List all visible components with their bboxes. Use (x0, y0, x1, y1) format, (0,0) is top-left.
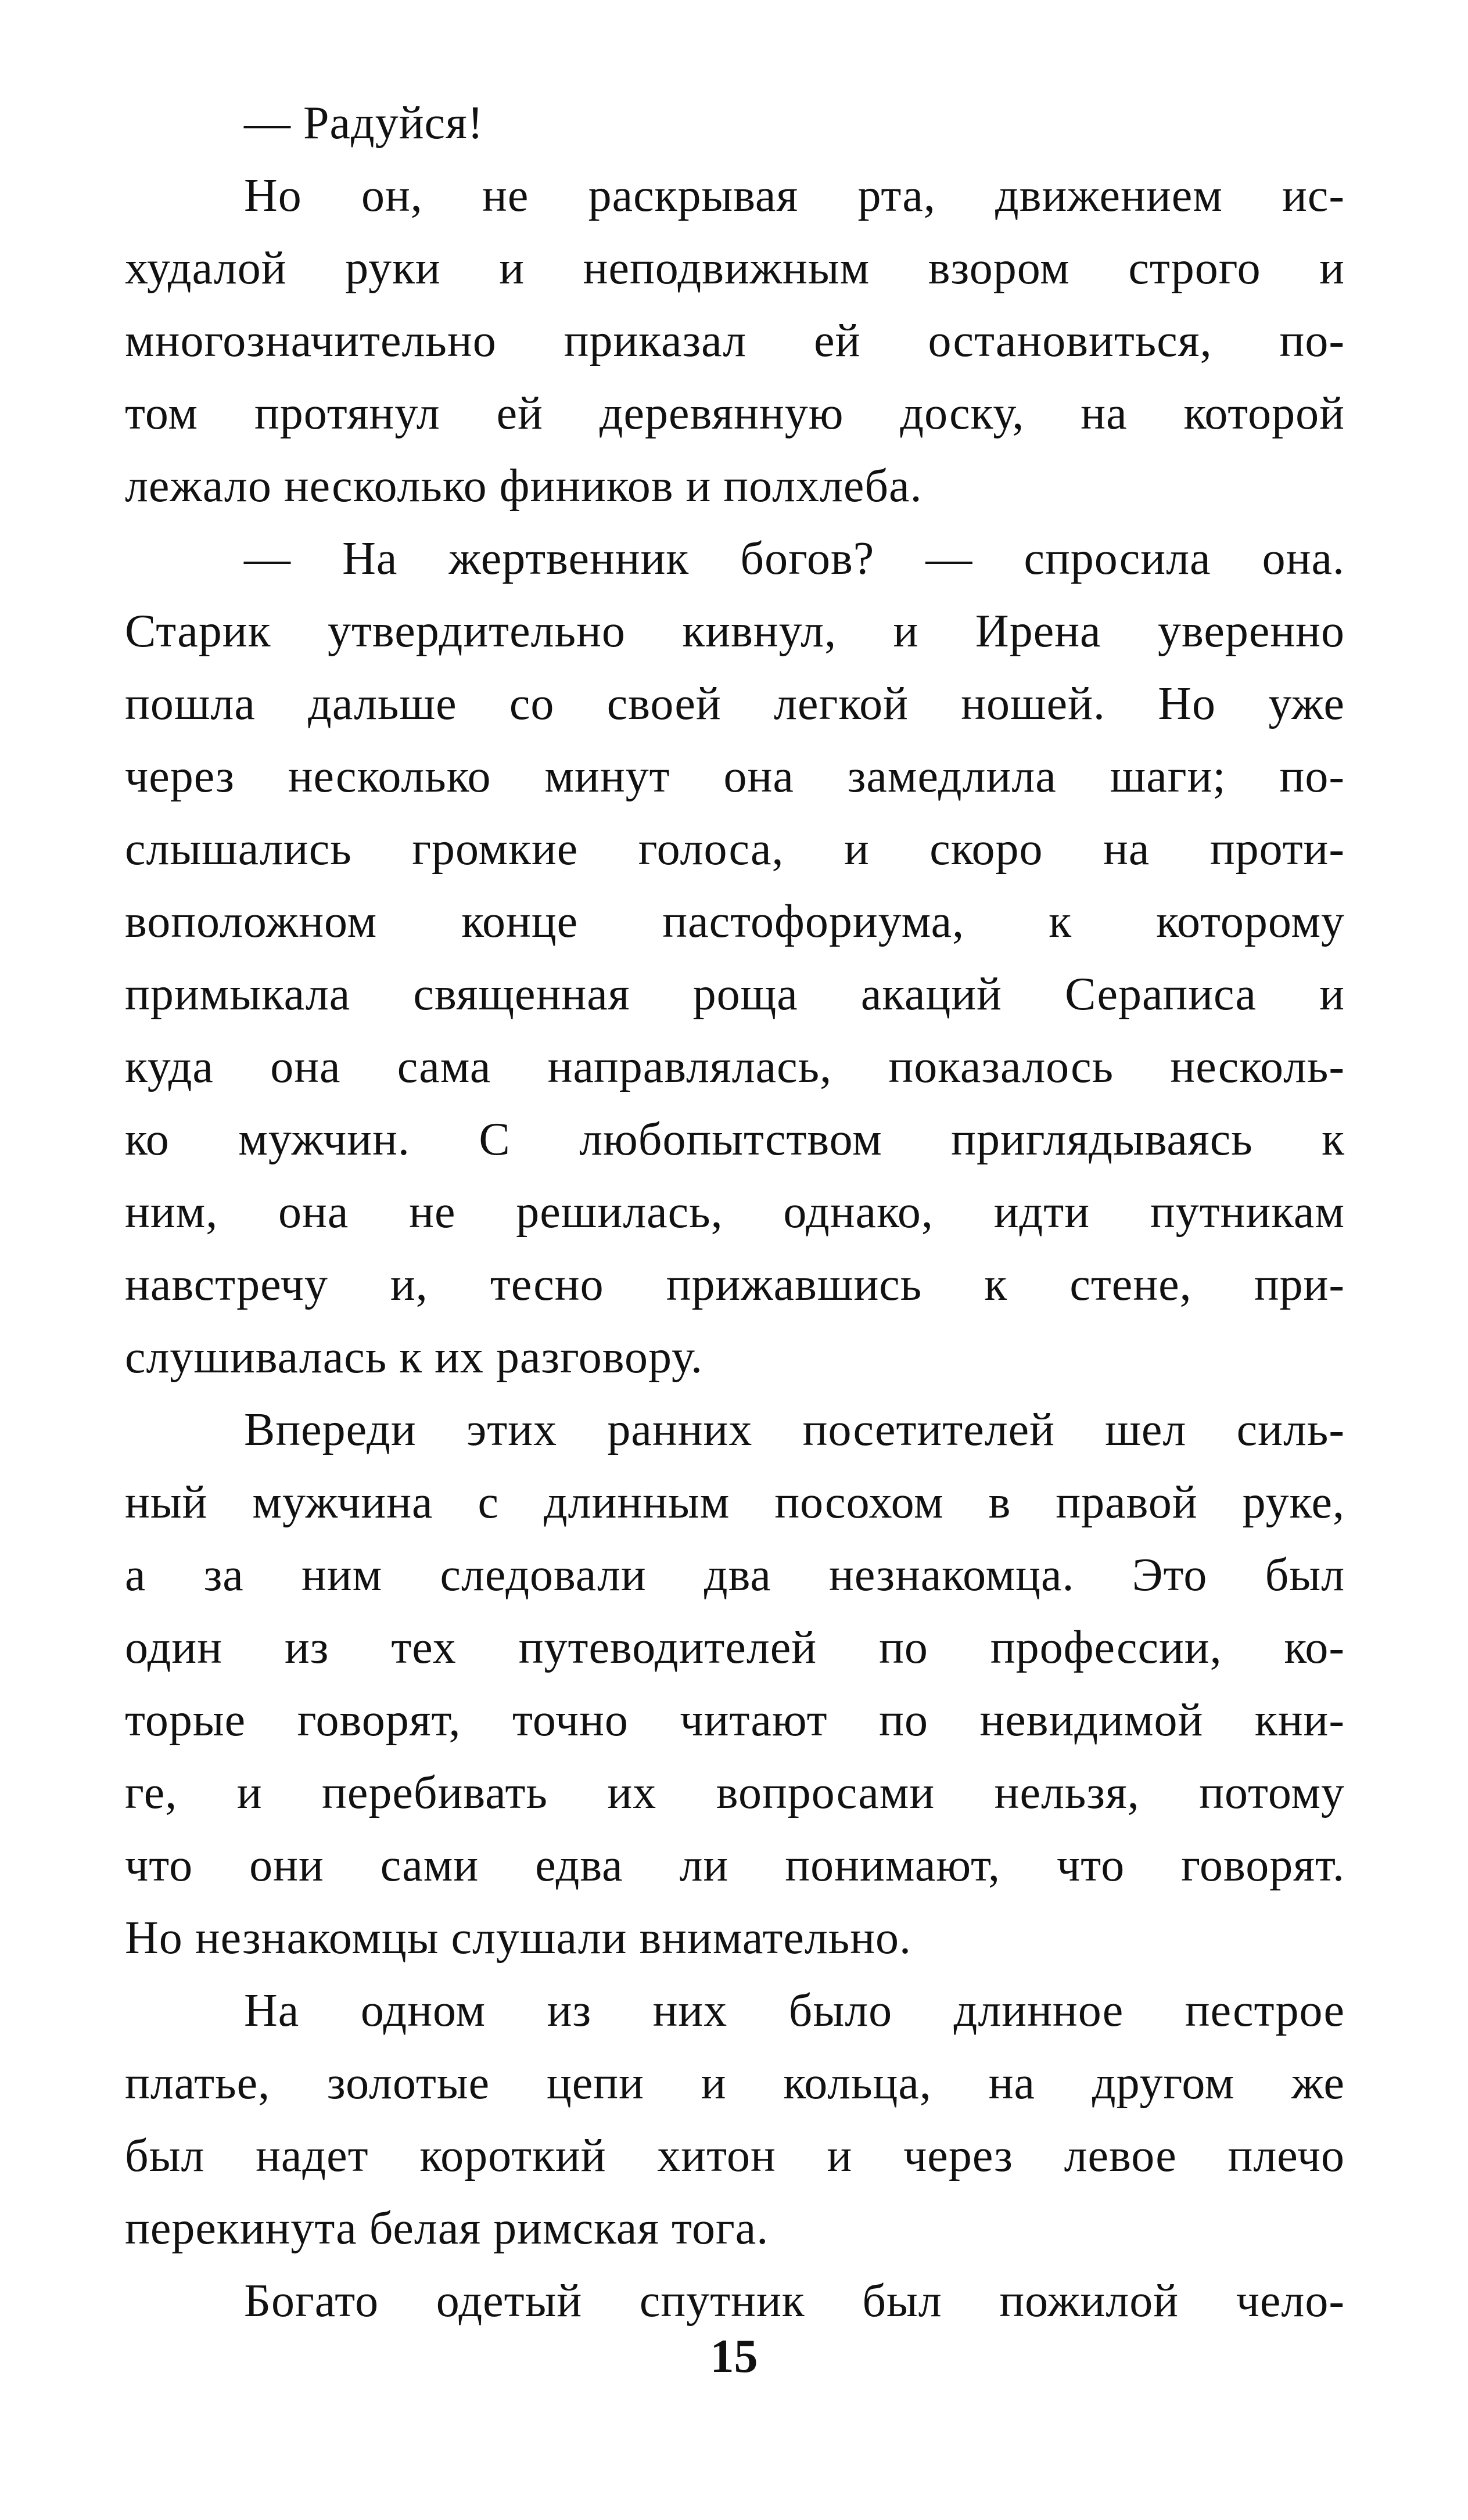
text-line: пошла дальше со своей легкой ношей. Но уже (125, 678, 1345, 729)
text-line: ный мужчина с длинным посохом в правой руке, (125, 1477, 1345, 1528)
text-line: один из тех путеводителей по профессии, ко- (125, 1622, 1345, 1673)
text-line: На одном из них было длинное пестрое (244, 1985, 1345, 2036)
text-line: перекинута белая римская тога. (125, 2203, 769, 2254)
text-line: слышались громкие голоса, и скоро на проти- (125, 824, 1345, 875)
text-line: слушивалась к их разговору. (125, 1332, 703, 1383)
text-line: навстречу и, тесно прижавшись к стене, при- (125, 1259, 1345, 1310)
text-line: Но он, не раскрывая рта, движением ис- (244, 170, 1345, 221)
text-line: через несколько минут она замедлила шаги; по- (125, 751, 1345, 802)
text-line: куда она сама направлялась, показалось несколь- (125, 1041, 1345, 1092)
text-line: примыкала священная роща акаций Сераписа и (125, 969, 1345, 1020)
text-line: многозначительно приказал ей остановиться, по- (125, 315, 1345, 366)
text-line: — Радуйся! (244, 98, 484, 149)
text-line: Богато одетый спутник был пожилой чело- (244, 2275, 1345, 2327)
text-line: лежало несколько фиников и полхлеба. (125, 461, 923, 512)
text-line: ге, и перебивать их вопросами нельзя, потому (125, 1767, 1345, 1818)
text-line: худалой руки и неподвижным взором строго и (125, 243, 1345, 294)
book-page-text (125, 87, 1345, 2338)
text-line: ко мужчин. С любопытством приглядываясь к (125, 1114, 1345, 1165)
text-line: том протянул ей деревянную доску, на которой (125, 388, 1345, 439)
text-line: Старик утвердительно кивнул, и Ирена уверенно (125, 606, 1345, 657)
text-line: был надет короткий хитон и через левое плечо (125, 2130, 1345, 2181)
text-line: Впереди этих ранних посетителей шел силь- (244, 1404, 1345, 1455)
page-number: 15 (710, 2330, 758, 2382)
text-line: воположном конце пастофориума, к которому (125, 896, 1345, 947)
text-line: платье, золотые цепи и кольца, на другом же (125, 2058, 1345, 2109)
text-line: а за ним следовали два незнакомца. Это был (125, 1550, 1345, 1601)
text-line: ним, она не решилась, однако, идти путникам (125, 1187, 1345, 1238)
text-line: что они сами едва ли понимают, что говорят. (125, 1840, 1345, 1891)
text-line: — На жертвенник богов? — спросила она. (244, 533, 1345, 584)
text-line: Но незнакомцы слушали внимательно. (125, 1913, 912, 1964)
text-line: торые говорят, точно читают по невидимой кни- (125, 1695, 1345, 1746)
